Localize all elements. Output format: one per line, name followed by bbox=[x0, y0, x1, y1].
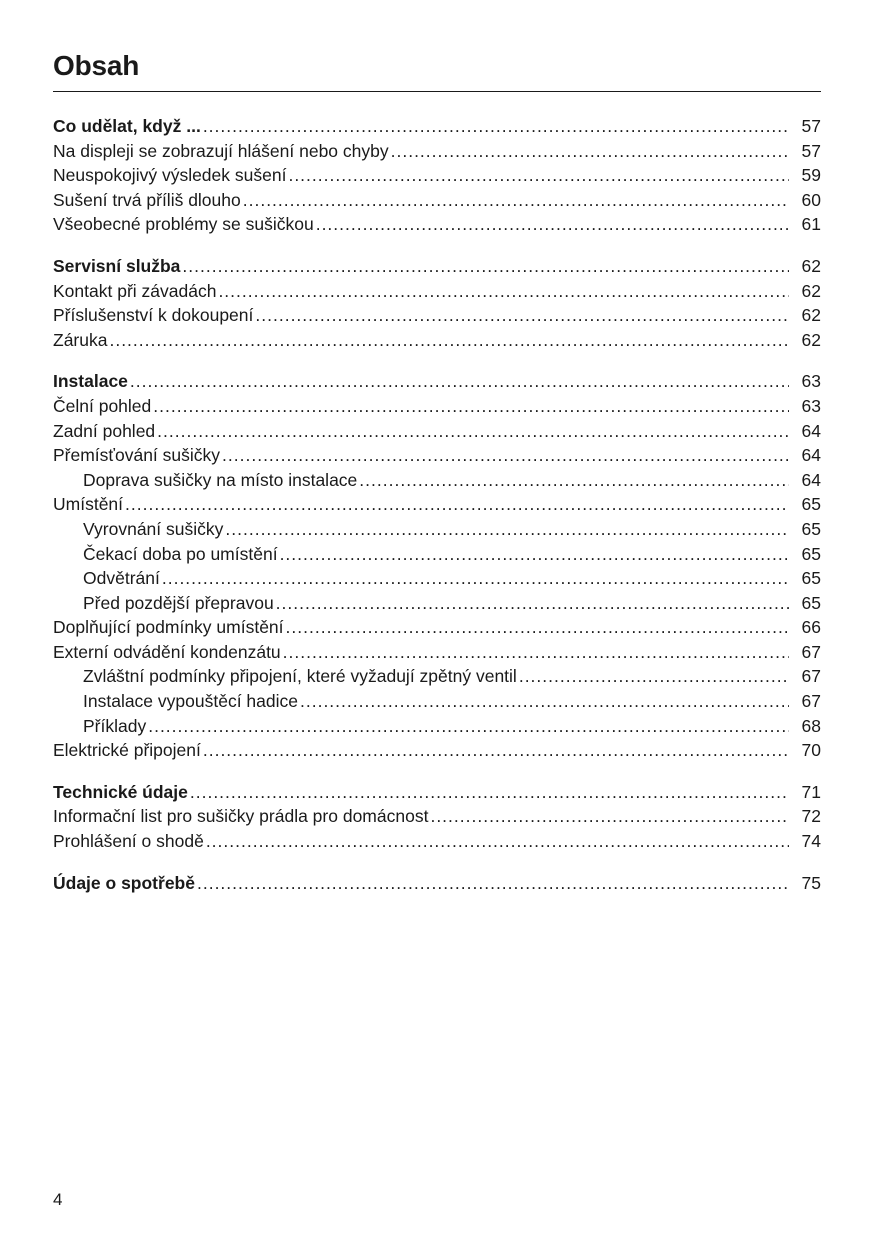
toc-entry-label: Zadní pohled bbox=[53, 420, 156, 441]
toc-entry-label: Umístění bbox=[53, 494, 124, 515]
toc-entry-label: Příklady bbox=[83, 715, 147, 736]
toc-page-number: 66 bbox=[801, 617, 821, 638]
toc-entry-label: Technické údaje bbox=[53, 781, 188, 802]
toc-entry-label: Instalace bbox=[53, 371, 128, 392]
toc-page-number: 60 bbox=[801, 189, 821, 210]
toc-page-number: 70 bbox=[801, 740, 821, 761]
toc-section-heading[interactable] bbox=[53, 254, 821, 279]
toc-entry-label: Prohlášení o shodě bbox=[53, 831, 204, 852]
toc-page-number: 65 bbox=[801, 518, 821, 539]
dot-leader bbox=[157, 419, 789, 444]
toc-entry-label: Čekací doba po umístění bbox=[83, 543, 278, 564]
toc-entry[interactable] bbox=[53, 188, 821, 213]
toc-section bbox=[53, 871, 821, 896]
toc-page-number: 57 bbox=[801, 140, 821, 161]
toc-section-heading[interactable] bbox=[53, 780, 821, 805]
page-number: 4 bbox=[53, 1190, 63, 1209]
toc-entry-label: Údaje o spotřebě bbox=[53, 872, 195, 893]
toc-subentry[interactable] bbox=[53, 517, 821, 542]
dot-leader bbox=[162, 566, 789, 591]
toc-entry-label: Co udělat, když ... bbox=[53, 116, 201, 136]
toc-section bbox=[53, 369, 821, 763]
dot-leader bbox=[243, 188, 789, 213]
toc-page-number: 63 bbox=[801, 395, 821, 416]
toc-page-number: 74 bbox=[801, 831, 821, 852]
toc-entry-label: Všeobecné problémy se sušičkou bbox=[53, 214, 314, 235]
toc-entry-label: Externí odvádění kondenzátu bbox=[53, 641, 281, 662]
dot-leader bbox=[316, 212, 789, 237]
toc-page-number: 59 bbox=[801, 165, 821, 186]
toc-section-heading[interactable] bbox=[53, 114, 821, 139]
toc-page-number: 72 bbox=[801, 806, 821, 827]
toc-page-number: 57 bbox=[801, 116, 821, 136]
dot-leader bbox=[182, 254, 789, 279]
page-title: Obsah bbox=[53, 50, 140, 81]
toc-page-number: 65 bbox=[801, 568, 821, 589]
toc-page-number: 62 bbox=[801, 280, 821, 301]
dot-leader bbox=[225, 517, 789, 542]
toc-entry[interactable] bbox=[53, 328, 821, 353]
dot-leader bbox=[288, 163, 789, 188]
toc-entry-label: Neuspokojivý výsledek sušení bbox=[53, 165, 287, 186]
toc-entry[interactable] bbox=[53, 139, 821, 164]
toc-entry-label: Zvláštní podmínky připojení, které vyžadují zpětný ventil bbox=[83, 666, 517, 687]
toc-page-number: 63 bbox=[801, 371, 821, 392]
dot-leader bbox=[125, 492, 789, 517]
toc-entry[interactable] bbox=[53, 492, 821, 517]
toc-entry-label: Servisní služba bbox=[53, 255, 181, 276]
toc-page-number: 61 bbox=[801, 214, 821, 235]
toc-subentry[interactable] bbox=[53, 542, 821, 567]
toc-page-number: 67 bbox=[801, 666, 821, 687]
dot-leader bbox=[148, 714, 789, 739]
dot-leader bbox=[203, 114, 789, 139]
toc-section-heading[interactable] bbox=[53, 369, 821, 394]
toc-page-number: 65 bbox=[801, 543, 821, 564]
dot-leader bbox=[359, 468, 789, 493]
toc-page-number: 68 bbox=[801, 715, 821, 736]
toc-subentry[interactable] bbox=[53, 591, 821, 616]
dot-leader bbox=[190, 780, 789, 805]
toc-entry-label: Sušení trvá příliš dlouho bbox=[53, 189, 241, 210]
dot-leader bbox=[130, 369, 789, 394]
dot-leader bbox=[300, 689, 789, 714]
toc-entry-label: Vyrovnání sušičky bbox=[83, 518, 224, 539]
toc-page-number: 65 bbox=[801, 592, 821, 613]
toc-entry-label: Doplňující podmínky umístění bbox=[53, 617, 284, 638]
dot-leader bbox=[222, 443, 789, 468]
toc-subentry[interactable] bbox=[53, 689, 821, 714]
toc-entry[interactable] bbox=[53, 804, 821, 829]
toc-page-number: 64 bbox=[801, 445, 821, 466]
toc-page-number: 62 bbox=[801, 255, 821, 276]
title-divider bbox=[53, 91, 821, 92]
toc-entry-label: Informační list pro sušičky prádla pro domácnost bbox=[53, 806, 429, 827]
toc-subentry[interactable] bbox=[53, 714, 821, 739]
toc-entry[interactable] bbox=[53, 394, 821, 419]
toc-entry-label: Instalace vypouštěcí hadice bbox=[83, 691, 298, 712]
toc-entry[interactable] bbox=[53, 212, 821, 237]
toc-page-number: 65 bbox=[801, 494, 821, 515]
toc-subentry[interactable] bbox=[53, 468, 821, 493]
toc-page-number: 62 bbox=[801, 329, 821, 350]
toc-entry-label: Příslušenství k dokoupení bbox=[53, 305, 254, 326]
toc-page-number: 75 bbox=[801, 872, 821, 893]
toc-entry-label: Před pozdější přepravou bbox=[83, 592, 274, 613]
toc-section bbox=[53, 254, 821, 352]
dot-leader bbox=[153, 394, 789, 419]
toc-entry[interactable] bbox=[53, 419, 821, 444]
toc-entry[interactable] bbox=[53, 615, 821, 640]
toc-subentry[interactable] bbox=[53, 664, 821, 689]
toc-page-number: 71 bbox=[801, 781, 821, 802]
toc-entry[interactable] bbox=[53, 738, 821, 763]
toc-entry[interactable] bbox=[53, 279, 821, 304]
toc-entry-label: Kontakt při závadách bbox=[53, 280, 217, 301]
toc-entry-label: Doprava sušičky na místo instalace bbox=[83, 469, 358, 490]
toc-entry[interactable] bbox=[53, 163, 821, 188]
dot-leader bbox=[283, 640, 789, 665]
toc-page-number: 67 bbox=[801, 641, 821, 662]
table-of-contents bbox=[53, 114, 821, 912]
dot-leader bbox=[203, 738, 789, 763]
dot-leader bbox=[391, 139, 789, 164]
dot-leader bbox=[286, 615, 789, 640]
dot-leader bbox=[109, 328, 789, 353]
toc-section bbox=[53, 114, 821, 237]
dot-leader bbox=[255, 303, 789, 328]
toc-entry-label: Elektrické připojení bbox=[53, 740, 201, 761]
dot-leader bbox=[197, 871, 789, 896]
toc-entry[interactable] bbox=[53, 829, 821, 854]
toc-page-number: 64 bbox=[801, 420, 821, 441]
toc-section-heading[interactable] bbox=[53, 871, 821, 896]
toc-subentry[interactable] bbox=[53, 566, 821, 591]
toc-entry-label: Přemísťování sušičky bbox=[53, 445, 221, 466]
toc-section bbox=[53, 780, 821, 854]
toc-entry[interactable] bbox=[53, 640, 821, 665]
toc-entry[interactable] bbox=[53, 303, 821, 328]
toc-page-number: 67 bbox=[801, 691, 821, 712]
dot-leader bbox=[276, 591, 789, 616]
toc-entry[interactable] bbox=[53, 443, 821, 468]
dot-leader bbox=[430, 804, 789, 829]
toc-entry-label: Na displeji se zobrazují hlášení nebo chyby bbox=[53, 140, 389, 161]
dot-leader bbox=[519, 664, 789, 689]
dot-leader bbox=[206, 829, 789, 854]
toc-entry-label: Čelní pohled bbox=[53, 395, 152, 416]
toc-entry-label: Odvětrání bbox=[83, 568, 160, 589]
toc-page-number: 64 bbox=[801, 469, 821, 490]
toc-entry-label: Záruka bbox=[53, 329, 108, 350]
dot-leader bbox=[280, 542, 789, 567]
dot-leader bbox=[218, 279, 789, 304]
toc-page-number: 62 bbox=[801, 305, 821, 326]
